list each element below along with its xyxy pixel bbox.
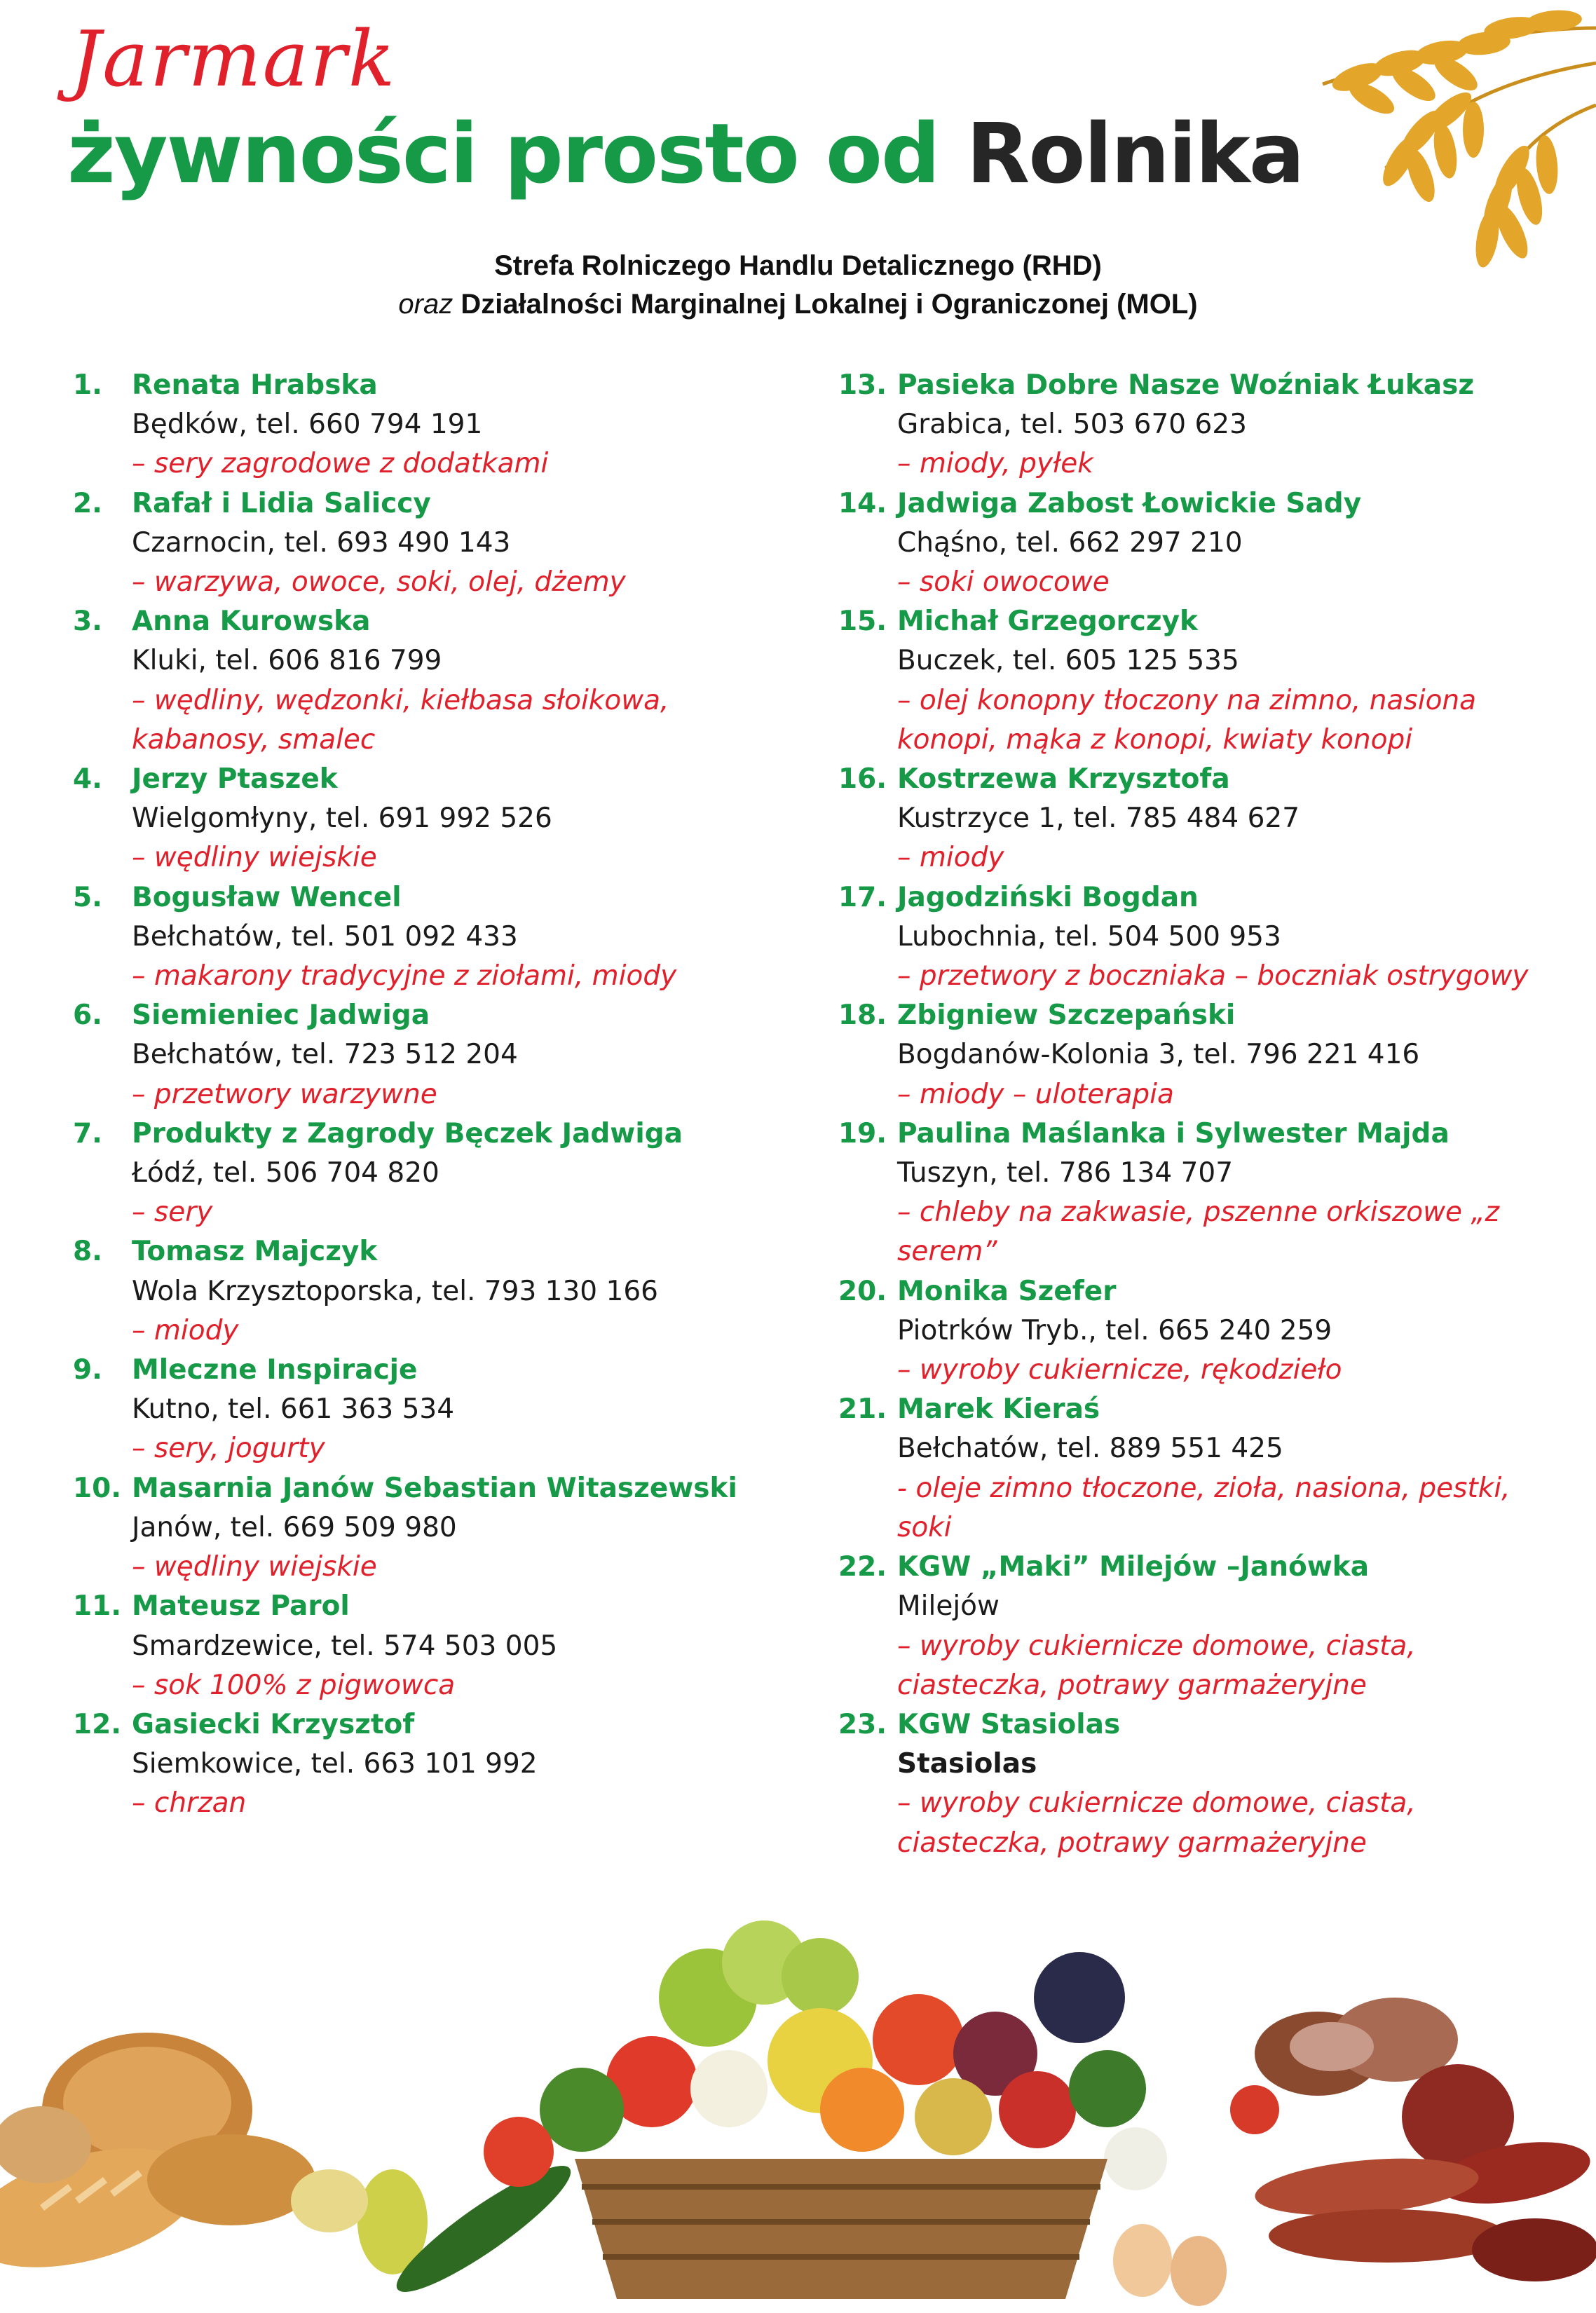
vendor-number: 13.	[838, 369, 887, 401]
vendor-number: 16.	[838, 763, 887, 796]
vendor-entry	[838, 1705, 1553, 1863]
vendor-location: Kustrzyce 1, tel. 785 484 627	[897, 803, 1300, 835]
vendor-products: – wędliny, wędzonki, kiełbasa słoikowa, kabanosy, smalec	[132, 684, 669, 756]
vendor-number: 1.	[73, 369, 102, 401]
vendor-name: Pasieka Dobre Nasze Woźniak Łukasz	[897, 369, 1475, 401]
vendor-name: Siemieniec Jadwiga	[132, 999, 430, 1032]
vendor-location: Bełchatów, tel. 501 092 433	[132, 920, 518, 953]
vendor-products: – miody, pyłek	[897, 448, 1093, 480]
vendor-location: Będków, tel. 660 794 191	[132, 409, 483, 441]
vendor-list-right	[838, 366, 1553, 1863]
vendor-number: 19.	[838, 1117, 887, 1149]
vendor-name: Monika Szefer	[897, 1275, 1117, 1307]
vendor-products: – olej konopny tłoczony na zimno, nasiona konopi, mąka z konopi, kwiaty konopi	[897, 684, 1477, 756]
vendor-entry	[838, 1114, 1553, 1272]
vendor-number: 4.	[73, 763, 102, 796]
vendor-entry	[73, 484, 788, 603]
vendor-products: – sok 100% z pigwowca	[132, 1669, 456, 1701]
vendor-name: Bogusław Wencel	[132, 881, 402, 913]
vendor-products: – sery, jogurty	[132, 1433, 325, 1465]
vendor-name: KGW Stasiolas	[897, 1708, 1121, 1740]
vendor-products: – sery zagrodowe z dodatkami	[132, 448, 549, 480]
vendor-name: Gasiecki Krzysztof	[132, 1708, 415, 1740]
page-title-dark: Rolnika	[966, 105, 1304, 202]
vendor-name: Jagodziński Bogdan	[897, 881, 1199, 913]
vendor-products: – wyroby cukiernicze, rękodzieło	[897, 1354, 1342, 1386]
vendor-location: Buczek, tel. 605 125 535	[897, 645, 1239, 677]
vendor-number: 5.	[73, 881, 102, 913]
vendor-products: – wędliny wiejskie	[132, 1551, 377, 1583]
vendor-name: Produkty z Zagrody Bęczek Jadwiga	[132, 1117, 683, 1149]
vendor-name: Anna Kurowska	[132, 606, 371, 638]
vendor-number: 8.	[73, 1236, 102, 1268]
vendor-name: Jadwiga Zabost Łowickie Sady	[897, 487, 1362, 519]
vendor-products: – wyroby cukiernicze domowe, ciasta, ciasteczka, potrawy garmażeryjne	[897, 1787, 1416, 1859]
vendor-location: Kutno, tel. 661 363 534	[132, 1393, 455, 1426]
vendor-entry	[838, 1390, 1553, 1548]
vendor-entry	[73, 1705, 788, 1824]
subtitle-rest: Działalności Marginalnej Lokalnej i Ograniczonej (MOL)	[461, 289, 1198, 320]
vendor-list-left	[73, 366, 788, 1824]
vendor-location: Kluki, tel. 606 816 799	[132, 645, 442, 677]
vendor-location: Tuszyn, tel. 786 134 707	[897, 1157, 1234, 1189]
vendor-number: 12.	[73, 1708, 122, 1740]
vendor-name: Jerzy Ptaszek	[132, 763, 338, 796]
vendor-products: – miody	[897, 842, 1004, 874]
subtitle-mol	[0, 289, 1596, 320]
vendor-location: Wola Krzysztoporska, tel. 793 130 166	[132, 1275, 658, 1307]
vendor-entry	[838, 366, 1553, 484]
vendor-products: – wędliny wiejskie	[132, 842, 377, 874]
vendor-entry	[73, 1232, 788, 1351]
vendor-name: Mleczne Inspiracje	[132, 1354, 418, 1386]
vendor-products: – przetwory z boczniaka – boczniak ostrygowy	[897, 960, 1529, 992]
vendor-products: – chleby na zakwasie, pszenne orkiszowe „z serem”	[897, 1196, 1500, 1268]
vendor-location: Janów, tel. 669 509 980	[132, 1511, 457, 1543]
vendor-products: – przetwory warzywne	[132, 1078, 437, 1110]
vendor-name: Masarnia Janów Sebastian Witaszewski	[132, 1472, 737, 1504]
vendor-entry	[838, 1548, 1553, 1705]
vendor-location: Piotrków Tryb., tel. 665 240 259	[897, 1314, 1332, 1346]
vendor-name: Rafał i Lidia Saliccy	[132, 487, 431, 519]
vendor-products: – wyroby cukiernicze domowe, ciasta, ciasteczka, potrawy garmażeryjne	[897, 1630, 1416, 1701]
vendor-products: - oleje zimno tłoczone, zioła, nasiona, pestki, soki	[897, 1472, 1510, 1543]
vendor-name: Paulina Maślanka i Sylwester Majda	[897, 1117, 1450, 1149]
vendor-location: Wielgomłyny, tel. 691 992 526	[132, 803, 552, 835]
vendor-name: Renata Hrabska	[132, 369, 378, 401]
vendor-number: 9.	[73, 1354, 102, 1386]
vendor-name: Zbigniew Szczepański	[897, 999, 1236, 1032]
vendor-entry	[838, 878, 1553, 997]
vendor-location: Lubochnia, tel. 504 500 953	[897, 920, 1281, 953]
vendor-number: 14.	[838, 487, 887, 519]
vendor-entry	[838, 602, 1553, 760]
page-script-title: Jarmark	[70, 14, 397, 104]
vendor-number: 3.	[73, 606, 102, 638]
vendor-number: 21.	[838, 1393, 887, 1426]
vendor-number: 17.	[838, 881, 887, 913]
vendor-entry	[73, 602, 788, 760]
vendor-number: 7.	[73, 1117, 102, 1149]
vendor-name: KGW „Maki” Milejów –Janówka	[897, 1551, 1370, 1583]
vendor-entry	[73, 996, 788, 1114]
vendor-number: 20.	[838, 1275, 887, 1307]
vendor-products: – chrzan	[132, 1787, 247, 1820]
vendor-location: Chąśno, tel. 662 297 210	[897, 526, 1243, 559]
vendor-entry	[73, 366, 788, 484]
vendor-location: Bogdanów-Kolonia 3, tel. 796 221 416	[897, 1039, 1420, 1071]
vendor-name: Tomasz Majczyk	[132, 1236, 378, 1268]
food-basket-icon	[0, 1878, 1596, 2313]
vendor-location: Milejów	[897, 1590, 1000, 1623]
vendor-number: 23.	[838, 1708, 887, 1740]
vendor-entry	[838, 996, 1553, 1114]
vendor-products: – soki owocowe	[897, 566, 1110, 599]
vendor-number: 11.	[73, 1590, 122, 1623]
vendor-products: – miody – uloterapia	[897, 1078, 1174, 1110]
vendor-products: – sery	[132, 1196, 213, 1229]
vendor-number: 6.	[73, 999, 102, 1032]
vendor-number: 15.	[838, 606, 887, 638]
vendor-number: 22.	[838, 1551, 887, 1583]
vendor-name: Marek Kieraś	[897, 1393, 1100, 1426]
vendor-products: – makarony tradycyjne z ziołami, miody	[132, 960, 677, 992]
vendor-products: – miody	[132, 1314, 239, 1346]
vendor-entry	[838, 484, 1553, 603]
vendor-number: 10.	[73, 1472, 122, 1504]
vendor-name: Mateusz Parol	[132, 1590, 350, 1623]
vendor-products: – warzywa, owoce, soki, olej, dżemy	[132, 566, 626, 599]
vendor-entry	[838, 760, 1553, 878]
vendor-location: Smardzewice, tel. 574 503 005	[132, 1630, 558, 1662]
vendor-location: Grabica, tel. 503 670 623	[897, 409, 1247, 441]
vendor-number: 18.	[838, 999, 887, 1032]
vendor-entry	[73, 1351, 788, 1469]
vendor-entry	[73, 878, 788, 997]
vendor-location: Łódź, tel. 506 704 820	[132, 1157, 439, 1189]
subtitle-prefix: oraz	[398, 289, 453, 320]
vendor-name: Kostrzewa Krzysztofa	[897, 763, 1230, 796]
vendor-entry	[838, 1272, 1553, 1391]
vendor-entry	[73, 1469, 788, 1588]
vendor-entry	[73, 1114, 788, 1233]
vendor-location: Stasiolas	[897, 1748, 1037, 1780]
subtitle-rhd: Strefa Rolniczego Handlu Detalicznego (RHD)	[494, 250, 1102, 281]
vendor-location: Czarnocin, tel. 693 490 143	[132, 526, 511, 559]
vendor-name: Michał Grzegorczyk	[897, 606, 1198, 638]
vendor-location: Bełchatów, tel. 889 551 425	[897, 1433, 1283, 1465]
vendor-entry	[73, 760, 788, 878]
vendor-location: Bełchatów, tel. 723 512 204	[132, 1039, 518, 1071]
vendor-number: 2.	[73, 487, 102, 519]
vendor-location: Siemkowice, tel. 663 101 992	[132, 1748, 538, 1780]
vendor-entry	[73, 1587, 788, 1705]
page-title-green: żywności prosto od	[67, 105, 939, 202]
